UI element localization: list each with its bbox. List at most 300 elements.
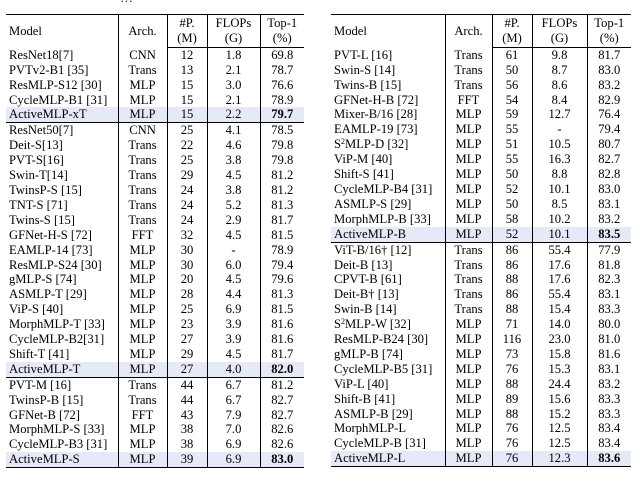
params-cell: 15 — [167, 107, 207, 122]
params-cell: 22 — [167, 138, 207, 153]
flops-cell: 6.9 — [207, 302, 260, 317]
top1-cell: 82.9 — [587, 93, 631, 108]
params-cell: 44 — [167, 393, 207, 408]
top1-cell: 83.1 — [587, 197, 631, 212]
arch-cell: FFT — [118, 408, 167, 423]
flops-cell: 8.5 — [532, 197, 587, 212]
arch-cell: Trans — [445, 287, 492, 302]
top1-cell: 83.1 — [587, 362, 631, 377]
model-name-cell: MorphMLP-T [33] — [9, 317, 105, 332]
table-row — [331, 436, 631, 451]
flops-cell: 10.1 — [532, 182, 587, 197]
top1-cell: 81.6 — [260, 332, 304, 347]
flops-cell: 4.5 — [207, 168, 260, 183]
table-row — [331, 272, 631, 287]
flops-cell: 4.5 — [207, 347, 260, 362]
flops-cell: 2.1 — [207, 93, 260, 108]
model-name-cell: GFNet-B [72] — [9, 407, 81, 422]
model-name-cell: ResMLP-S12 [30] — [9, 77, 102, 92]
model-name-cell: GFNet-H-B [72] — [334, 92, 419, 107]
table-row — [6, 377, 304, 392]
model-name-cell: PVTv2-B1 [35] — [9, 62, 89, 77]
col-params: #P. — [167, 15, 207, 31]
top1-cell: 81.6 — [260, 317, 304, 332]
flops-cell: 2.1 — [207, 63, 260, 78]
top1-cell: 82.3 — [587, 272, 631, 287]
params-cell: 29 — [167, 347, 207, 362]
table-row — [331, 362, 631, 377]
params-cell: 39 — [167, 452, 207, 467]
caption-fragment — [120, 0, 133, 6]
top1-cell: 81.7 — [587, 47, 631, 62]
model-name-cell: ActiveMLP-S — [6, 452, 118, 467]
params-cell: 25 — [167, 123, 207, 138]
params-cell: 38 — [167, 437, 207, 452]
top1-cell: 81.7 — [260, 213, 304, 228]
flops-cell: 4.5 — [207, 272, 260, 287]
flops-cell: 24.4 — [532, 377, 587, 392]
params-cell: 32 — [167, 228, 207, 243]
arch-cell: FFT — [118, 228, 167, 243]
table-row — [331, 137, 631, 152]
col-params-unit: (M) — [492, 31, 532, 47]
arch-cell: MLP — [118, 258, 167, 273]
model-name-cell: ActiveMLP-T — [6, 362, 118, 377]
flops-cell: 17.6 — [532, 272, 587, 287]
top1-cell: 79.7 — [260, 107, 304, 122]
arch-cell: MLP — [118, 302, 167, 317]
params-cell: 59 — [492, 107, 532, 122]
col-model: Model — [6, 15, 118, 48]
col-arch: Arch. — [445, 15, 492, 48]
params-cell: 27 — [167, 332, 207, 347]
table-row — [331, 197, 631, 212]
table-row — [6, 347, 304, 362]
table-row — [6, 362, 304, 377]
top1-cell: 82.8 — [587, 167, 631, 182]
params-cell: 50 — [492, 197, 532, 212]
arch-cell: MLP — [118, 272, 167, 287]
top1-cell: 82.7 — [587, 152, 631, 167]
top1-cell: 79.4 — [260, 258, 304, 273]
flops-cell: 15.4 — [532, 302, 587, 317]
params-cell: 55 — [492, 152, 532, 167]
model-name-cell: EAMLP-14 [73] — [9, 242, 93, 257]
arch-cell: MLP — [118, 452, 167, 467]
clipped-caption-fragment — [0, 0, 640, 3]
top1-cell: 81.3 — [260, 198, 304, 213]
top1-cell: 83.5 — [587, 227, 631, 242]
model-name-cell: ActiveMLP-B — [331, 227, 445, 242]
arch-cell: Trans — [445, 272, 492, 287]
arch-cell: MLP — [118, 422, 167, 437]
top1-cell: 81.2 — [260, 183, 304, 198]
top1-cell: 81.2 — [260, 168, 304, 183]
params-cell: 38 — [167, 422, 207, 437]
model-name-cell: Deit-B [13] — [334, 257, 393, 272]
model-name-cell: ResNet50[7] — [6, 123, 118, 138]
flops-cell: - — [207, 243, 260, 258]
arch-cell: Trans — [118, 63, 167, 78]
top1-cell: 82.7 — [260, 393, 304, 408]
top1-cell: 83.4 — [587, 436, 631, 451]
arch-cell: MLP — [118, 317, 167, 332]
arch-cell: Trans — [118, 213, 167, 228]
top1-cell: 78.5 — [260, 123, 304, 138]
flops-cell: 10.2 — [532, 212, 587, 227]
col-top1: Top-1 — [260, 15, 304, 31]
params-cell: 15 — [167, 93, 207, 108]
arch-cell: MLP — [445, 407, 492, 422]
model-name-cell: TNT-S [71] — [9, 197, 68, 212]
params-cell: 76 — [492, 436, 532, 451]
top1-cell: 81.5 — [260, 228, 304, 243]
model-name-cell: TwinsP-S [15] — [9, 182, 82, 197]
params-cell: 25 — [167, 302, 207, 317]
top1-cell: 81.0 — [587, 332, 631, 347]
arch-cell: MLP — [445, 122, 492, 137]
table-row — [6, 287, 304, 302]
table-row — [6, 243, 304, 258]
table-row — [331, 451, 631, 466]
model-name-cell: CycleMLP-B [31] — [334, 436, 426, 451]
arch-cell: Trans — [118, 377, 167, 392]
table-row — [6, 393, 304, 408]
model-name-cell: PVT-M [16] — [6, 377, 118, 392]
flops-cell: 16.3 — [532, 152, 587, 167]
model-name-cell: PVT-L [16] — [334, 47, 393, 62]
top1-cell: 76.4 — [587, 107, 631, 122]
params-cell: 50 — [492, 63, 532, 78]
table-row — [6, 198, 304, 213]
model-name-cell: gMLP-B [74] — [334, 346, 403, 361]
table-row — [331, 152, 631, 167]
model-name-cell: CycleMLP-B5 [31] — [334, 361, 433, 376]
params-cell: 24 — [167, 198, 207, 213]
model-name-cell: $S^2MLP-W$ [32] — [334, 317, 411, 332]
col-params: #P. — [492, 15, 532, 31]
arch-cell: MLP — [118, 243, 167, 258]
table-row — [331, 242, 631, 257]
table-row — [6, 302, 304, 317]
arch-cell: MLP — [445, 347, 492, 362]
top1-cell: 83.2 — [587, 377, 631, 392]
arch-cell: MLP — [118, 107, 167, 122]
flops-cell: 3.9 — [207, 332, 260, 347]
top1-cell: 77.9 — [587, 242, 631, 257]
table-row — [6, 272, 304, 287]
top1-cell: 79.8 — [260, 138, 304, 153]
col-model: Model — [331, 15, 445, 48]
top1-cell: 83.0 — [587, 63, 631, 78]
params-cell: 23 — [167, 317, 207, 332]
arch-cell: MLP — [118, 78, 167, 93]
table-row — [331, 182, 631, 197]
table-row — [6, 422, 304, 437]
flops-cell: 8.8 — [532, 167, 587, 182]
flops-cell: 55.4 — [532, 242, 587, 257]
params-cell: 56 — [492, 78, 532, 93]
flops-cell: 6.9 — [207, 437, 260, 452]
arch-cell: Trans — [445, 63, 492, 78]
table-row — [6, 93, 304, 108]
params-cell: 76 — [492, 451, 532, 466]
flops-cell: 4.6 — [207, 138, 260, 153]
col-flops: FLOPs — [207, 15, 260, 31]
col-params-unit: (M) — [167, 31, 207, 47]
params-cell: 15 — [167, 78, 207, 93]
params-cell: 86 — [492, 287, 532, 302]
col-top1: Top-1 — [587, 15, 631, 31]
model-name-cell: $S^2MLP-D$ [32] — [334, 137, 409, 152]
top1-cell: 83.0 — [260, 452, 304, 467]
arch-cell: MLP — [445, 421, 492, 436]
params-cell: 13 — [167, 63, 207, 78]
params-cell: 30 — [167, 258, 207, 273]
flops-cell: 15.8 — [532, 347, 587, 362]
top1-cell: 79.4 — [587, 122, 631, 137]
flops-cell: 15.3 — [532, 362, 587, 377]
params-cell: 61 — [492, 47, 532, 62]
arch-cell: MLP — [118, 93, 167, 108]
arch-cell: MLP — [445, 451, 492, 466]
arch-cell: MLP — [118, 347, 167, 362]
flops-cell: 6.0 — [207, 258, 260, 273]
model-name-cell: ResMLP-B24 [30] — [334, 332, 429, 347]
model-name-cell: EAMLP-19 [73] — [334, 122, 418, 137]
flops-cell: 17.6 — [532, 258, 587, 273]
col-arch: Arch. — [118, 15, 167, 48]
arch-cell: FFT — [445, 93, 492, 108]
col-top1-unit: (%) — [260, 31, 304, 47]
flops-cell: 12.5 — [532, 421, 587, 436]
flops-cell: 23.0 — [532, 332, 587, 347]
top1-cell: 78.9 — [260, 93, 304, 108]
flops-cell: 15.2 — [532, 407, 587, 422]
flops-cell: 4.5 — [207, 228, 260, 243]
model-name-cell: CycleMLP-B2[31] — [9, 332, 105, 347]
arch-cell: MLP — [445, 107, 492, 122]
model-name-cell: Deit-B† [13] — [334, 287, 399, 302]
arch-cell: MLP — [445, 377, 492, 392]
params-cell: 116 — [492, 332, 532, 347]
model-name-cell: MorphMLP-S [33] — [9, 422, 105, 437]
arch-cell: MLP — [445, 182, 492, 197]
flops-cell: 5.2 — [207, 198, 260, 213]
col-flops: FLOPs — [532, 15, 587, 31]
params-cell: 89 — [492, 392, 532, 407]
arch-cell: Trans — [118, 138, 167, 153]
top1-cell: 80.0 — [587, 317, 631, 332]
params-cell: 86 — [492, 258, 532, 273]
table-row — [6, 332, 304, 347]
table-row — [6, 138, 304, 153]
params-cell: 44 — [167, 377, 207, 392]
flops-cell: 12.7 — [532, 107, 587, 122]
flops-cell: 55.4 — [532, 287, 587, 302]
params-cell: 88 — [492, 302, 532, 317]
arch-cell: Trans — [445, 302, 492, 317]
right-header-row — [331, 15, 631, 31]
arch-cell: MLP — [118, 437, 167, 452]
arch-cell: MLP — [445, 212, 492, 227]
model-name-cell: ViP-L [40] — [334, 376, 389, 391]
arch-cell: Trans — [118, 393, 167, 408]
top1-cell: 83.3 — [587, 407, 631, 422]
table-row — [6, 408, 304, 423]
arch-cell: MLP — [445, 137, 492, 152]
flops-cell: 7.0 — [207, 422, 260, 437]
arch-cell: CNN — [118, 47, 167, 62]
top1-cell: 81.7 — [260, 347, 304, 362]
params-cell: 12 — [167, 47, 207, 62]
top1-cell: 81.6 — [587, 347, 631, 362]
model-name-cell: Twins-S [15] — [9, 212, 75, 227]
params-cell: 76 — [492, 421, 532, 436]
table-row — [331, 407, 631, 422]
col-flops-unit: (G) — [207, 31, 260, 47]
col-flops-unit: (G) — [532, 31, 587, 47]
top1-cell: 82.6 — [260, 437, 304, 452]
top1-cell: 83.3 — [587, 392, 631, 407]
table-row — [6, 452, 304, 467]
flops-cell: 8.6 — [532, 78, 587, 93]
arch-cell: Trans — [118, 153, 167, 168]
flops-cell: 12.3 — [532, 451, 587, 466]
arch-cell: MLP — [445, 227, 492, 242]
model-name-cell: ResNet18[7] — [9, 47, 74, 62]
flops-cell: 14.0 — [532, 317, 587, 332]
table-row — [6, 107, 304, 122]
top1-cell: 79.6 — [260, 272, 304, 287]
col-top1-unit: (%) — [587, 31, 631, 47]
table-row — [6, 78, 304, 93]
top1-cell: 81.8 — [587, 258, 631, 273]
top1-cell: 69.8 — [260, 47, 304, 62]
arch-cell: MLP — [445, 332, 492, 347]
arch-cell: Trans — [118, 168, 167, 183]
arch-cell: MLP — [445, 167, 492, 182]
params-cell: 28 — [167, 287, 207, 302]
params-cell: 76 — [492, 362, 532, 377]
flops-cell: 4.0 — [207, 362, 260, 377]
model-name-cell: ViT-B/16† [12] — [331, 242, 445, 257]
model-name-cell: Shift-B [41] — [334, 391, 396, 406]
table-row — [331, 122, 631, 137]
flops-cell: 3.8 — [207, 153, 260, 168]
table-row — [6, 228, 304, 243]
arch-cell: Trans — [445, 78, 492, 93]
model-name-cell: Swin-S [14] — [334, 62, 396, 77]
table-row — [331, 287, 631, 302]
model-name-cell: ResMLP-S24 [30] — [9, 257, 102, 272]
flops-cell: 2.2 — [207, 107, 260, 122]
table-row — [331, 47, 631, 62]
params-cell: 24 — [167, 213, 207, 228]
params-cell: 88 — [492, 407, 532, 422]
top1-cell: 80.7 — [587, 137, 631, 152]
model-name-cell: Shift-S [41] — [334, 167, 394, 182]
model-name-cell: Shift-T [41] — [9, 346, 70, 361]
arch-cell: MLP — [445, 152, 492, 167]
top1-cell: 81.5 — [260, 302, 304, 317]
flops-cell: 4.1 — [207, 123, 260, 138]
model-name-cell: CycleMLP-B1 [31] — [9, 92, 108, 107]
params-cell: 88 — [492, 377, 532, 392]
params-cell: 55 — [492, 122, 532, 137]
table-row — [6, 437, 304, 452]
top1-cell: 78.7 — [260, 63, 304, 78]
table-row — [331, 63, 631, 78]
params-cell: 25 — [167, 153, 207, 168]
arch-cell: MLP — [118, 287, 167, 302]
params-cell: 43 — [167, 408, 207, 423]
flops-cell: 10.5 — [532, 137, 587, 152]
params-cell: 52 — [492, 227, 532, 242]
params-cell: 27 — [167, 362, 207, 377]
flops-cell: 3.9 — [207, 317, 260, 332]
table-row — [331, 302, 631, 317]
top1-cell: 76.6 — [260, 78, 304, 93]
table-row — [6, 258, 304, 273]
table-row — [6, 183, 304, 198]
flops-cell: 15.6 — [532, 392, 587, 407]
model-name-cell: ActiveMLP-L — [331, 451, 445, 466]
arch-cell: Trans — [445, 258, 492, 273]
table-row — [331, 227, 631, 242]
model-name-cell: CPVT-B [61] — [334, 272, 402, 287]
flops-cell: 3.0 — [207, 78, 260, 93]
left-header-row — [6, 15, 304, 31]
arch-cell: Trans — [118, 198, 167, 213]
table-row — [6, 317, 304, 332]
params-cell: 24 — [167, 183, 207, 198]
model-name-cell: TwinsP-B [15] — [9, 392, 84, 407]
arch-cell: MLP — [445, 436, 492, 451]
arch-cell: CNN — [118, 123, 167, 138]
model-name-cell: ActiveMLP-xT — [6, 107, 118, 122]
table-row — [331, 212, 631, 227]
table-row — [331, 93, 631, 108]
top1-cell: 83.0 — [587, 182, 631, 197]
arch-cell: MLP — [118, 362, 167, 377]
table-row — [331, 107, 631, 122]
model-name-cell: ViP-M [40] — [334, 152, 393, 167]
model-name-cell: ASMLP-S [29] — [334, 196, 412, 211]
top1-cell: 81.3 — [260, 287, 304, 302]
params-cell: 29 — [167, 168, 207, 183]
model-name-cell: Twins-B [15] — [334, 77, 402, 92]
table-row — [331, 377, 631, 392]
table-row — [331, 167, 631, 182]
model-name-cell: Swin-B [14] — [334, 302, 397, 317]
flops-cell: 12.5 — [532, 436, 587, 451]
params-cell: 71 — [492, 317, 532, 332]
flops-cell: 6.7 — [207, 377, 260, 392]
arch-cell: MLP — [118, 332, 167, 347]
params-cell: 50 — [492, 167, 532, 182]
top1-cell: 83.4 — [587, 421, 631, 436]
table-row — [331, 392, 631, 407]
table-row — [6, 168, 304, 183]
model-name-cell: MorphMLP-L — [334, 421, 407, 436]
table-row — [6, 153, 304, 168]
arch-cell: Trans — [445, 242, 492, 257]
top1-cell: 79.8 — [260, 153, 304, 168]
table-row — [331, 78, 631, 93]
arch-cell: Trans — [445, 47, 492, 62]
right-results-table — [331, 14, 631, 467]
